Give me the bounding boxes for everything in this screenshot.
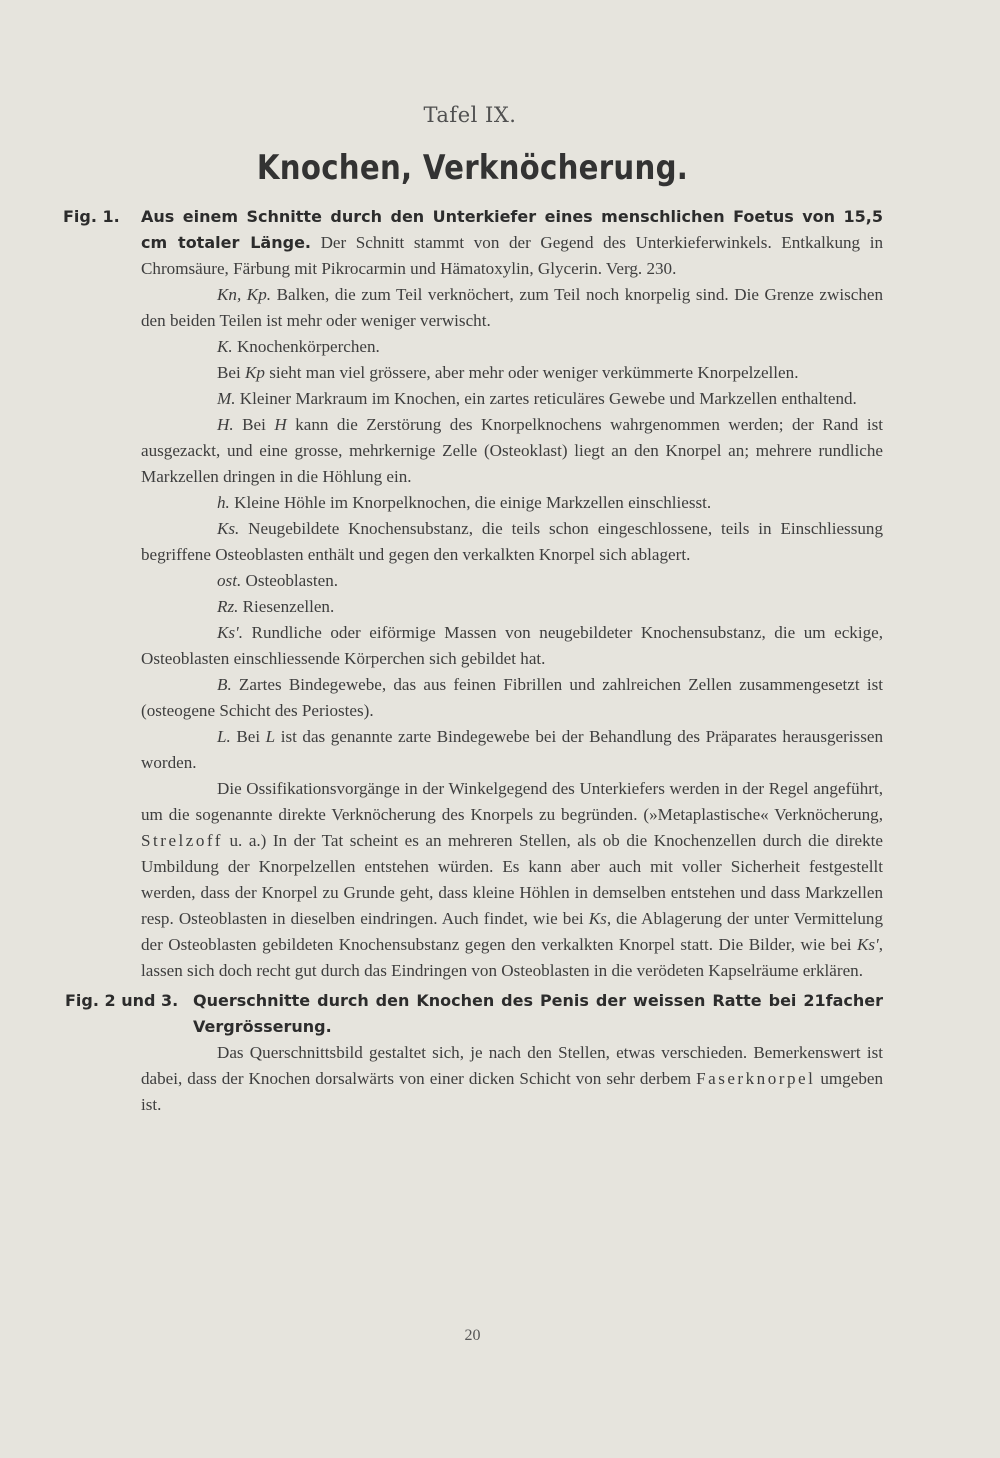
figure-2-3-block [65,988,883,1040]
discussion-text-3: , die Ablagerung der unter Vermittelung der Osteoblasten gebildeten Knochensubstanz gegen den verkalkten Knorpel statt. Die Bilder, wie bei [141,909,883,954]
discussion-text-2: u. a.) In der Tat scheint es an mehreren Stellen, als ob die Knochenzellen durch die direkte Umbildung der Knorpelzellen entstehen würden. Es kann aber auch mit voller Sicherheit festgestellt werden, dass der Knorpel zu Grunde geht, dass kleine Höhlen in demselben entstehen und dass Markzellen resp. Osteoblasten in dieselben eindringen. Auch findet, wie bei [141,831,883,928]
figure-2-3-text-2: umgeben ist. [141,1069,884,1114]
discussion-text-4: , lassen sich doch recht gut durch das Eindringen von Osteoblasten in die verödeten Kapselräume erklären. [141,935,883,980]
discussion-text-1: Die Ossifikationsvorgänge in der Winkelgegend des Unterkiefers werden in der Regel angeführt, um die sogenannte direkte Verknöcherung des Knorpels zu begründen. (»Metaplastische« Verknöcherung, [141,779,883,824]
legend-text: Zartes Bindegewebe, das aus feinen Fibrillen und zahlreichen Zellen zusammengesetzt ist (osteogene Schicht des Periostes). [141,675,883,720]
discussion-paragraph [141,776,883,984]
figure-2-3-paragraph [141,1040,883,1118]
legend-entry [141,412,883,490]
figure-2-3-spaced-term: Faserknorpel [696,1069,816,1088]
figure-2-3-label: Fig. 2 und 3. [65,991,179,1010]
figure-1-block [63,204,883,282]
legend-entry [141,620,883,672]
body-text [63,204,884,1118]
legend-entry [141,334,883,360]
legend-entry [141,386,883,412]
figure-2-3-heading [141,988,883,1040]
plate-number: Tafel IX. [423,103,517,127]
legend-text: Neugebildete Knochensubstanz, die teils schon eingeschlossene, teils in Einschliessung begriffene Osteoblasten enthält und gegen den verkalkten Knorpel sich ablagert. [141,519,883,564]
legend-text: Riesenzellen. [238,597,335,616]
figure-1-heading-bold: Aus einem Schnitte durch den Unterkiefer eines menschlichen Foetus von 15,5 cm totaler Länge. [141,207,883,252]
discussion-symbol-2: Ks' [857,935,879,954]
legend-text: Kleiner Markraum im Knochen, ein zartes reticuläres Gewebe und Markzellen enthaltend. [235,389,857,408]
page-number: 20 [464,1327,481,1344]
legend-symbol: K. [217,337,233,356]
legend-symbol: Ks. [217,519,240,538]
legend-symbol: Ks'. [217,623,243,642]
legend-symbol: h. [217,493,230,512]
legend-entry [141,724,883,776]
legend-entry [141,490,883,516]
figure-1-heading-rest: Der Schnitt stammt von der Gegend des Unterkieferwinkels. Entkalkung in Chromsäure, Färbung mit Pikrocarmin und Hämatoxylin, Glycerin. Verg. 230. [141,233,883,278]
legend-entries [141,282,883,776]
legend-entry [141,516,883,568]
figure-1-heading [141,204,883,282]
legend-symbol: ost. [217,571,242,590]
legend-symbol: M. [217,389,236,408]
legend-text: Kleine Höhle im Knorpelknochen, die einige Markzellen einschliesst. [229,493,712,512]
discussion-symbol-1: Ks [588,909,607,928]
legend-symbol: Kp [245,363,265,382]
legend-entry [141,360,883,386]
legend-entry [141,672,883,724]
legend-symbol-inline: L [265,727,276,746]
page-title: Knochen, Verknöcherung. [256,148,689,188]
legend-text: Osteoblasten. [241,571,339,590]
legend-text: Knochenkörperchen. [232,337,380,356]
legend-symbol: L. [217,727,231,746]
figure-2-3-heading-bold: Querschnitte durch den Knochen des Penis der weissen Ratte bei 21facher Vergrösserung. [193,991,883,1036]
author-name: Strelzoff [141,831,223,850]
legend-symbol: Rz. [217,597,239,616]
legend-text: Bei [230,727,266,746]
legend-entry [141,568,883,594]
figure-1-label: Fig. 1. [63,207,120,226]
legend-symbol-inline: H [274,415,287,434]
legend-symbol: Kn, Kp. [217,285,272,304]
legend-text: Balken, die zum Teil verknöchert, zum Teil noch knorpelig sind. Die Grenze zwischen den beiden Teilen ist mehr oder weniger verwischt. [141,285,884,330]
legend-symbol: H. [217,415,234,434]
figure-2-3-text-1: Das Querschnittsbild gestaltet sich, je nach den Stellen, etwas verschieden. Bemerkenswert ist dabei, dass der Knochen dorsalwärts von einer dicken Schicht von sehr derbem [141,1043,883,1088]
legend-text: Rundliche oder eiförmige Massen von neugebildeter Knochensubstanz, die um eckige, Osteoblasten einschliessende Körperchen sich gebildet hat. [141,623,883,668]
legend-entry [141,282,883,334]
legend-symbol: B. [217,675,232,694]
legend-text: sieht man viel grössere, aber mehr oder weniger verkümmerte Knorpelzellen. [264,363,799,382]
legend-entry [141,594,883,620]
legend-text: Bei [233,415,275,434]
legend-entry-prefix: Bei [217,363,246,382]
legend-text-continued: ist das genannte zarte Bindegewebe bei der Behandlung des Präparates herausgerissen worden. [141,727,883,772]
legend-text-continued: kann die Zerstörung des Knorpelknochens wahrgenommen werden; der Rand ist ausgezackt, und eine grosse, mehrkernige Zelle (Osteoklast) liegt an den Knorpel an; mehrere rundliche Markzellen dringen in die Höhlung ein. [141,415,883,486]
